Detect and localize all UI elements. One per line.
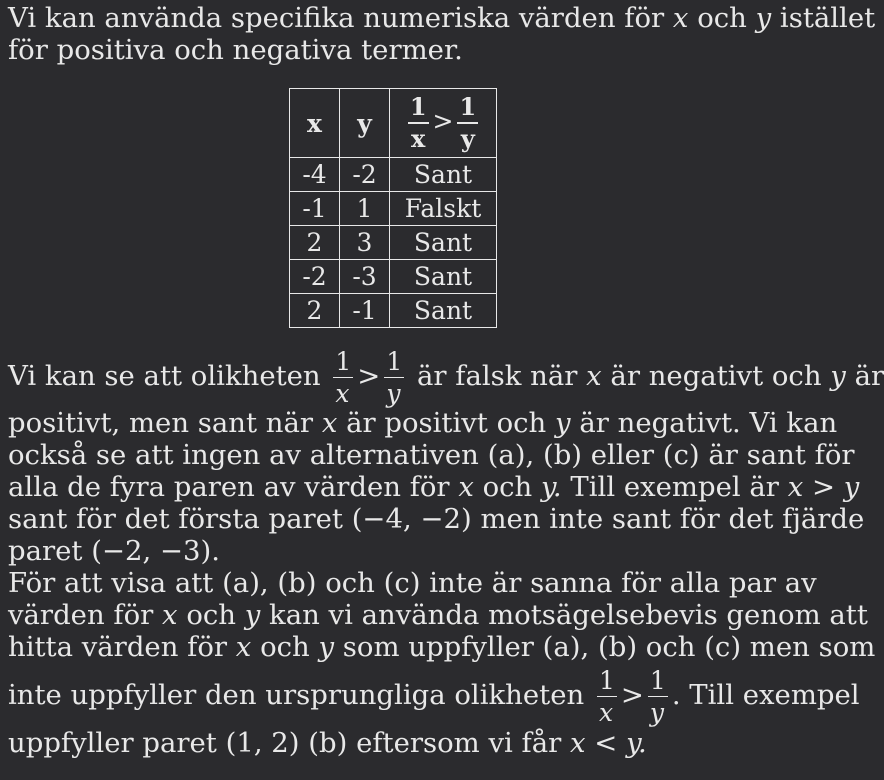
- body-line-8: värden för x och y kan vi använda motsägelsebevis genom att: [8, 599, 868, 631]
- body-line-3: också se att ingen av alternativen (a), (b) eller (c) är sant för: [8, 439, 855, 471]
- truth-table: [289, 88, 497, 328]
- greater-than: >: [357, 360, 381, 392]
- cell-result: Sant: [390, 260, 497, 294]
- cell-x: 2: [290, 294, 340, 328]
- header-y: y: [340, 89, 390, 158]
- var-x: x: [672, 2, 689, 34]
- body-line-10: inte uppfyller den ursprungliga olikheten $\frac{1}{x}$ > $\frac{1}{y}$ . Till exempel: [8, 666, 860, 727]
- intro-paragraph: [8, 2, 876, 66]
- intro-line-2: för positiva och negativa termer.: [8, 34, 463, 66]
- var-y: y: [755, 2, 772, 34]
- cell-result: Sant: [390, 158, 497, 192]
- body-line-1: Vi kan se att olikheten $\frac{1}{x}$ > $\frac{1}{y}$ är falsk när x är negativt och y är: [8, 347, 884, 408]
- fraction-1-over-y: $\frac{1}{y}$: [459, 92, 477, 153]
- cell-y: 1: [340, 192, 390, 226]
- body-line-5: sant för det första paret (−4, −2) men inte sant för det fjärde: [8, 503, 865, 535]
- table-row: [290, 226, 497, 260]
- cell-x: -2: [290, 260, 340, 294]
- body-line-2: positivt, men sant när x är positivt och y är negativt. Vi kan: [8, 407, 838, 439]
- intro-line-1: [8, 2, 876, 34]
- greater-than: >: [620, 679, 644, 711]
- cell-y: -2: [340, 158, 390, 192]
- body-line-7: För att visa att (a), (b) och (c) inte är sanna för alla par av: [8, 567, 817, 599]
- fraction-1-over-x: $\frac{1}{x}$: [409, 92, 427, 153]
- cell-y: 3: [340, 226, 390, 260]
- fraction-1-over-x: $\frac{1}{x}$: [598, 666, 615, 727]
- table-row: [290, 260, 497, 294]
- cell-y: -1: [340, 294, 390, 328]
- header-x: x: [290, 89, 340, 158]
- body-line-4: alla de fyra paren av värden för x och y. Till exempel är x > y: [8, 471, 860, 503]
- table-row: [290, 294, 497, 328]
- body-paragraph: [8, 345, 884, 759]
- cell-x: 2: [290, 226, 340, 260]
- intro-text: och: [697, 2, 747, 34]
- body-line-9: hitta värden för x och y som uppfyller (a), (b) och (c) men som: [8, 631, 876, 663]
- cell-x: -1: [290, 192, 340, 226]
- cell-result: Sant: [390, 226, 497, 260]
- intro-text: Vi kan använda specifika numeriska värden för: [8, 2, 665, 34]
- body-line-11: uppfyller paret (1, 2) (b) eftersom vi får x < y.: [8, 727, 647, 759]
- cell-result: Sant: [390, 294, 497, 328]
- table-header-row: [290, 89, 497, 158]
- table-row: [290, 192, 497, 226]
- cell-y: -3: [340, 260, 390, 294]
- fraction-1-over-x: $\frac{1}{x}$: [335, 347, 352, 408]
- header-condition: [390, 89, 497, 158]
- fraction-1-over-y: $\frac{1}{y}$: [649, 666, 666, 727]
- body-line-6: paret (−2, −3).: [8, 535, 220, 567]
- intro-text: istället: [779, 2, 876, 34]
- fraction-1-over-y: $\frac{1}{y}$: [386, 347, 403, 408]
- table-row: [290, 158, 497, 192]
- cell-result: Falskt: [390, 192, 497, 226]
- greater-than: >: [432, 106, 454, 136]
- cell-x: -4: [290, 158, 340, 192]
